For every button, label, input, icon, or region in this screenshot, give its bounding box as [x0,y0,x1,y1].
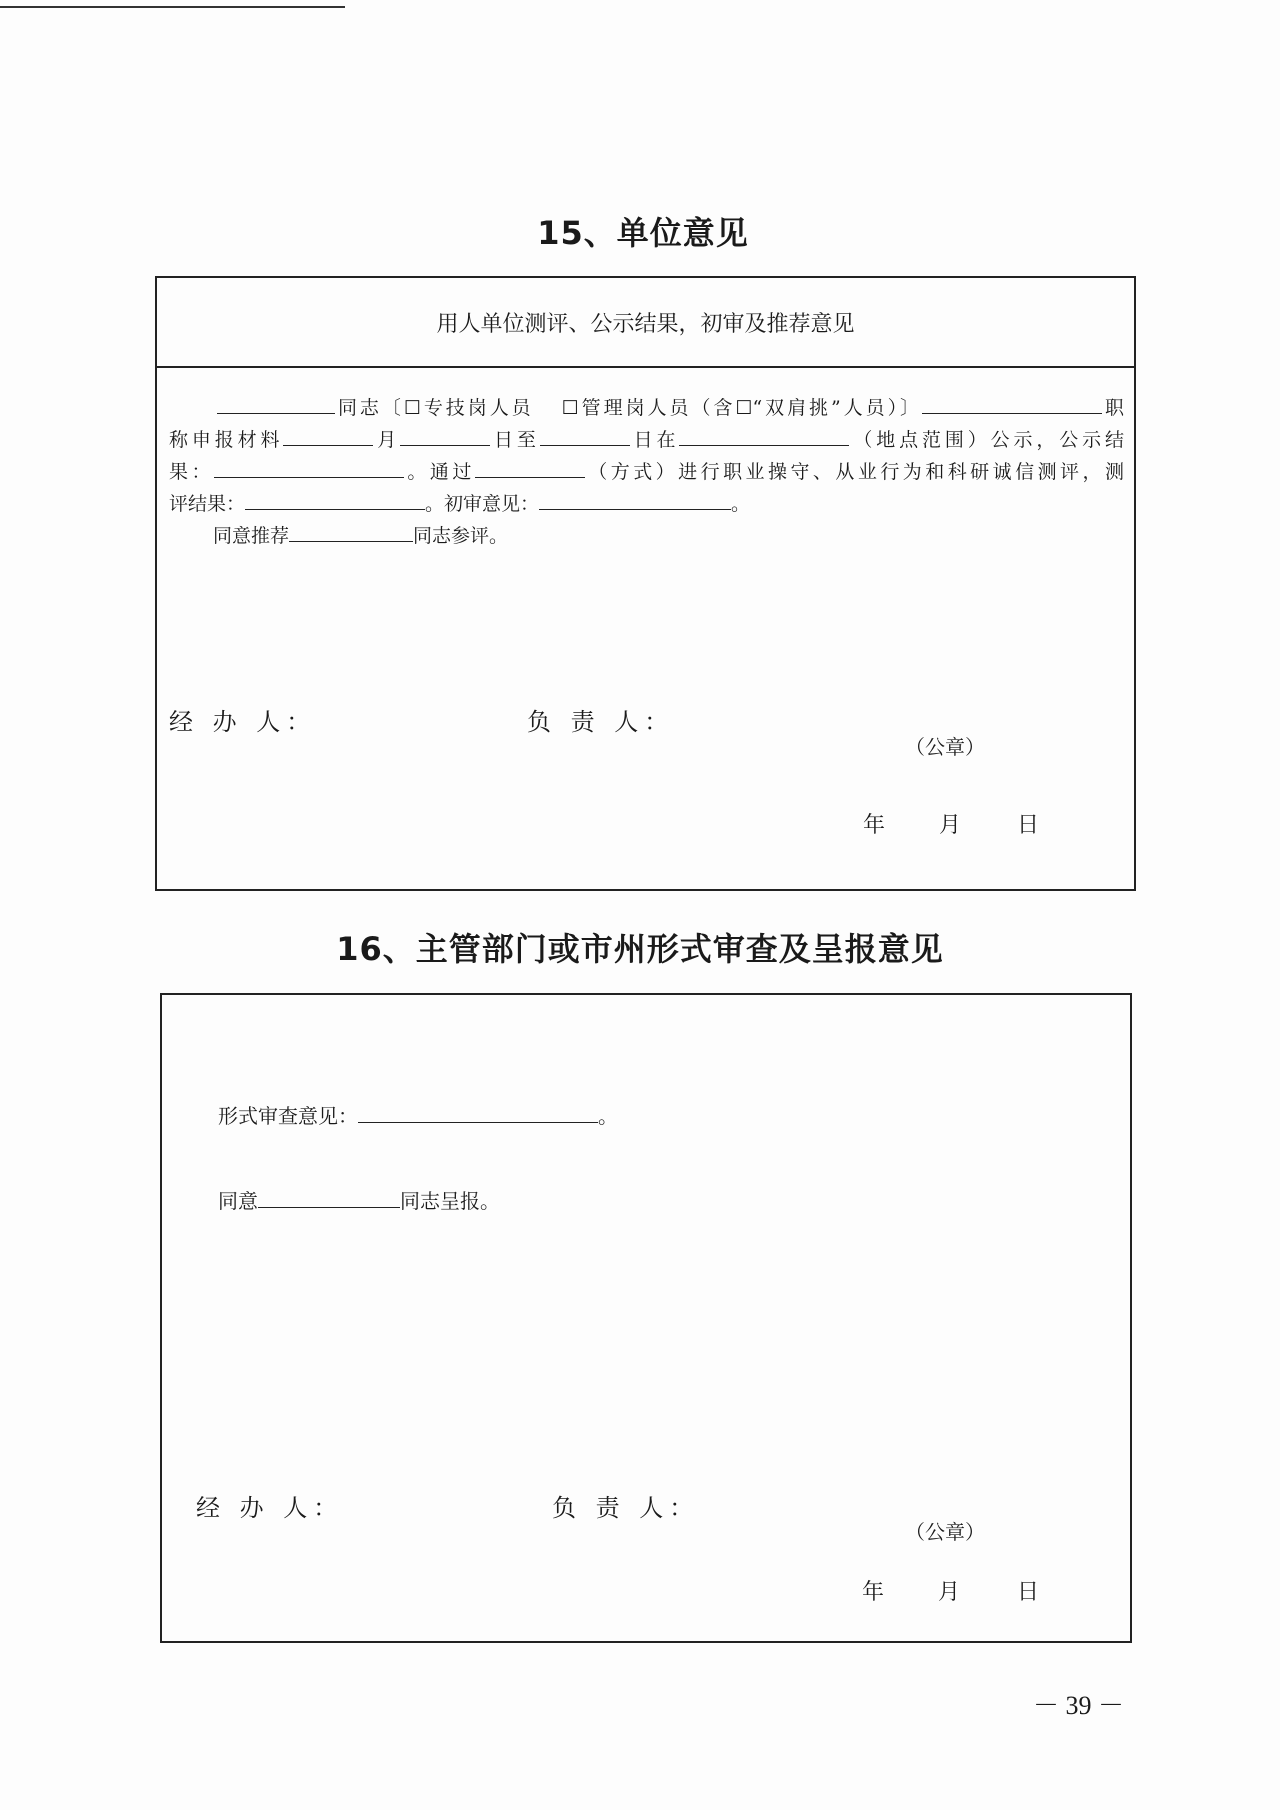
paragraph-line-4: 评结果： 。初审意见： 。 [169,488,1124,520]
paragraph-line-5: 同意推荐 同志参评。 [169,520,1124,552]
title-blank[interactable] [922,392,1102,414]
handler-label: 经 办 人： [169,708,317,736]
top-rule [0,6,345,8]
official-seal-label: （公章） [905,1520,985,1544]
review-opinion-line: 形式审查意见： 。 [218,1100,618,1129]
page-number: － 39 － [1032,1691,1124,1720]
paragraph-line-2: 称申报材料 月 日至 日在 （地点范围）公示，公示结 [169,424,1124,456]
day-from-blank[interactable] [400,424,490,446]
section-16-box [160,993,1132,1643]
section-15-header: 用人单位测评、公示结果，初审及推荐意见 [157,278,1134,368]
review-opinion-blank[interactable] [358,1101,598,1123]
name-blank[interactable] [217,392,335,414]
day-to-blank[interactable] [540,424,630,446]
handler-label: 经 办 人： [196,1494,344,1522]
initial-review-blank[interactable] [539,488,731,510]
paragraph-line-3: 果： 。通过 （方式）进行职业操守、从业行为和科研诚信测评，测 [169,456,1124,488]
month-from-blank[interactable] [283,424,373,446]
section-16-title: 16、主管部门或市州形式审查及呈报意见 [336,930,944,968]
checkbox-icon[interactable]: ☐ [735,397,753,419]
date-year-label: 年 [862,1580,885,1605]
report-name-blank[interactable] [258,1186,400,1208]
section-15-paragraph [169,392,1124,552]
evaluation-result-blank[interactable] [245,488,425,510]
official-seal-label: （公章） [905,735,985,759]
date-month-label: 月 [938,1580,961,1605]
date-year-label: 年 [863,813,886,838]
location-blank[interactable] [679,424,849,446]
paragraph-line-1: 同志〔☐专技岗人员 ☐管理岗人员（含☐“双肩挑”人员）〕 职 [169,392,1124,424]
method-blank[interactable] [475,456,585,478]
checkbox-icon[interactable]: ☐ [403,397,421,419]
section-15-title: 15、单位意见 [537,214,749,252]
recommend-name-blank[interactable] [289,520,413,542]
leader-label: 负 责 人： [552,1494,700,1522]
checkbox-icon[interactable]: ☐ [561,397,579,419]
agree-report-line: 同意 同志呈报。 [218,1185,500,1214]
date-month-label: 月 [939,813,962,838]
publicity-result-blank[interactable] [214,456,404,478]
date-day-label: 日 [1017,1580,1040,1605]
section-15-box [155,276,1136,891]
leader-label: 负 责 人： [527,708,675,736]
date-day-label: 日 [1017,813,1040,838]
